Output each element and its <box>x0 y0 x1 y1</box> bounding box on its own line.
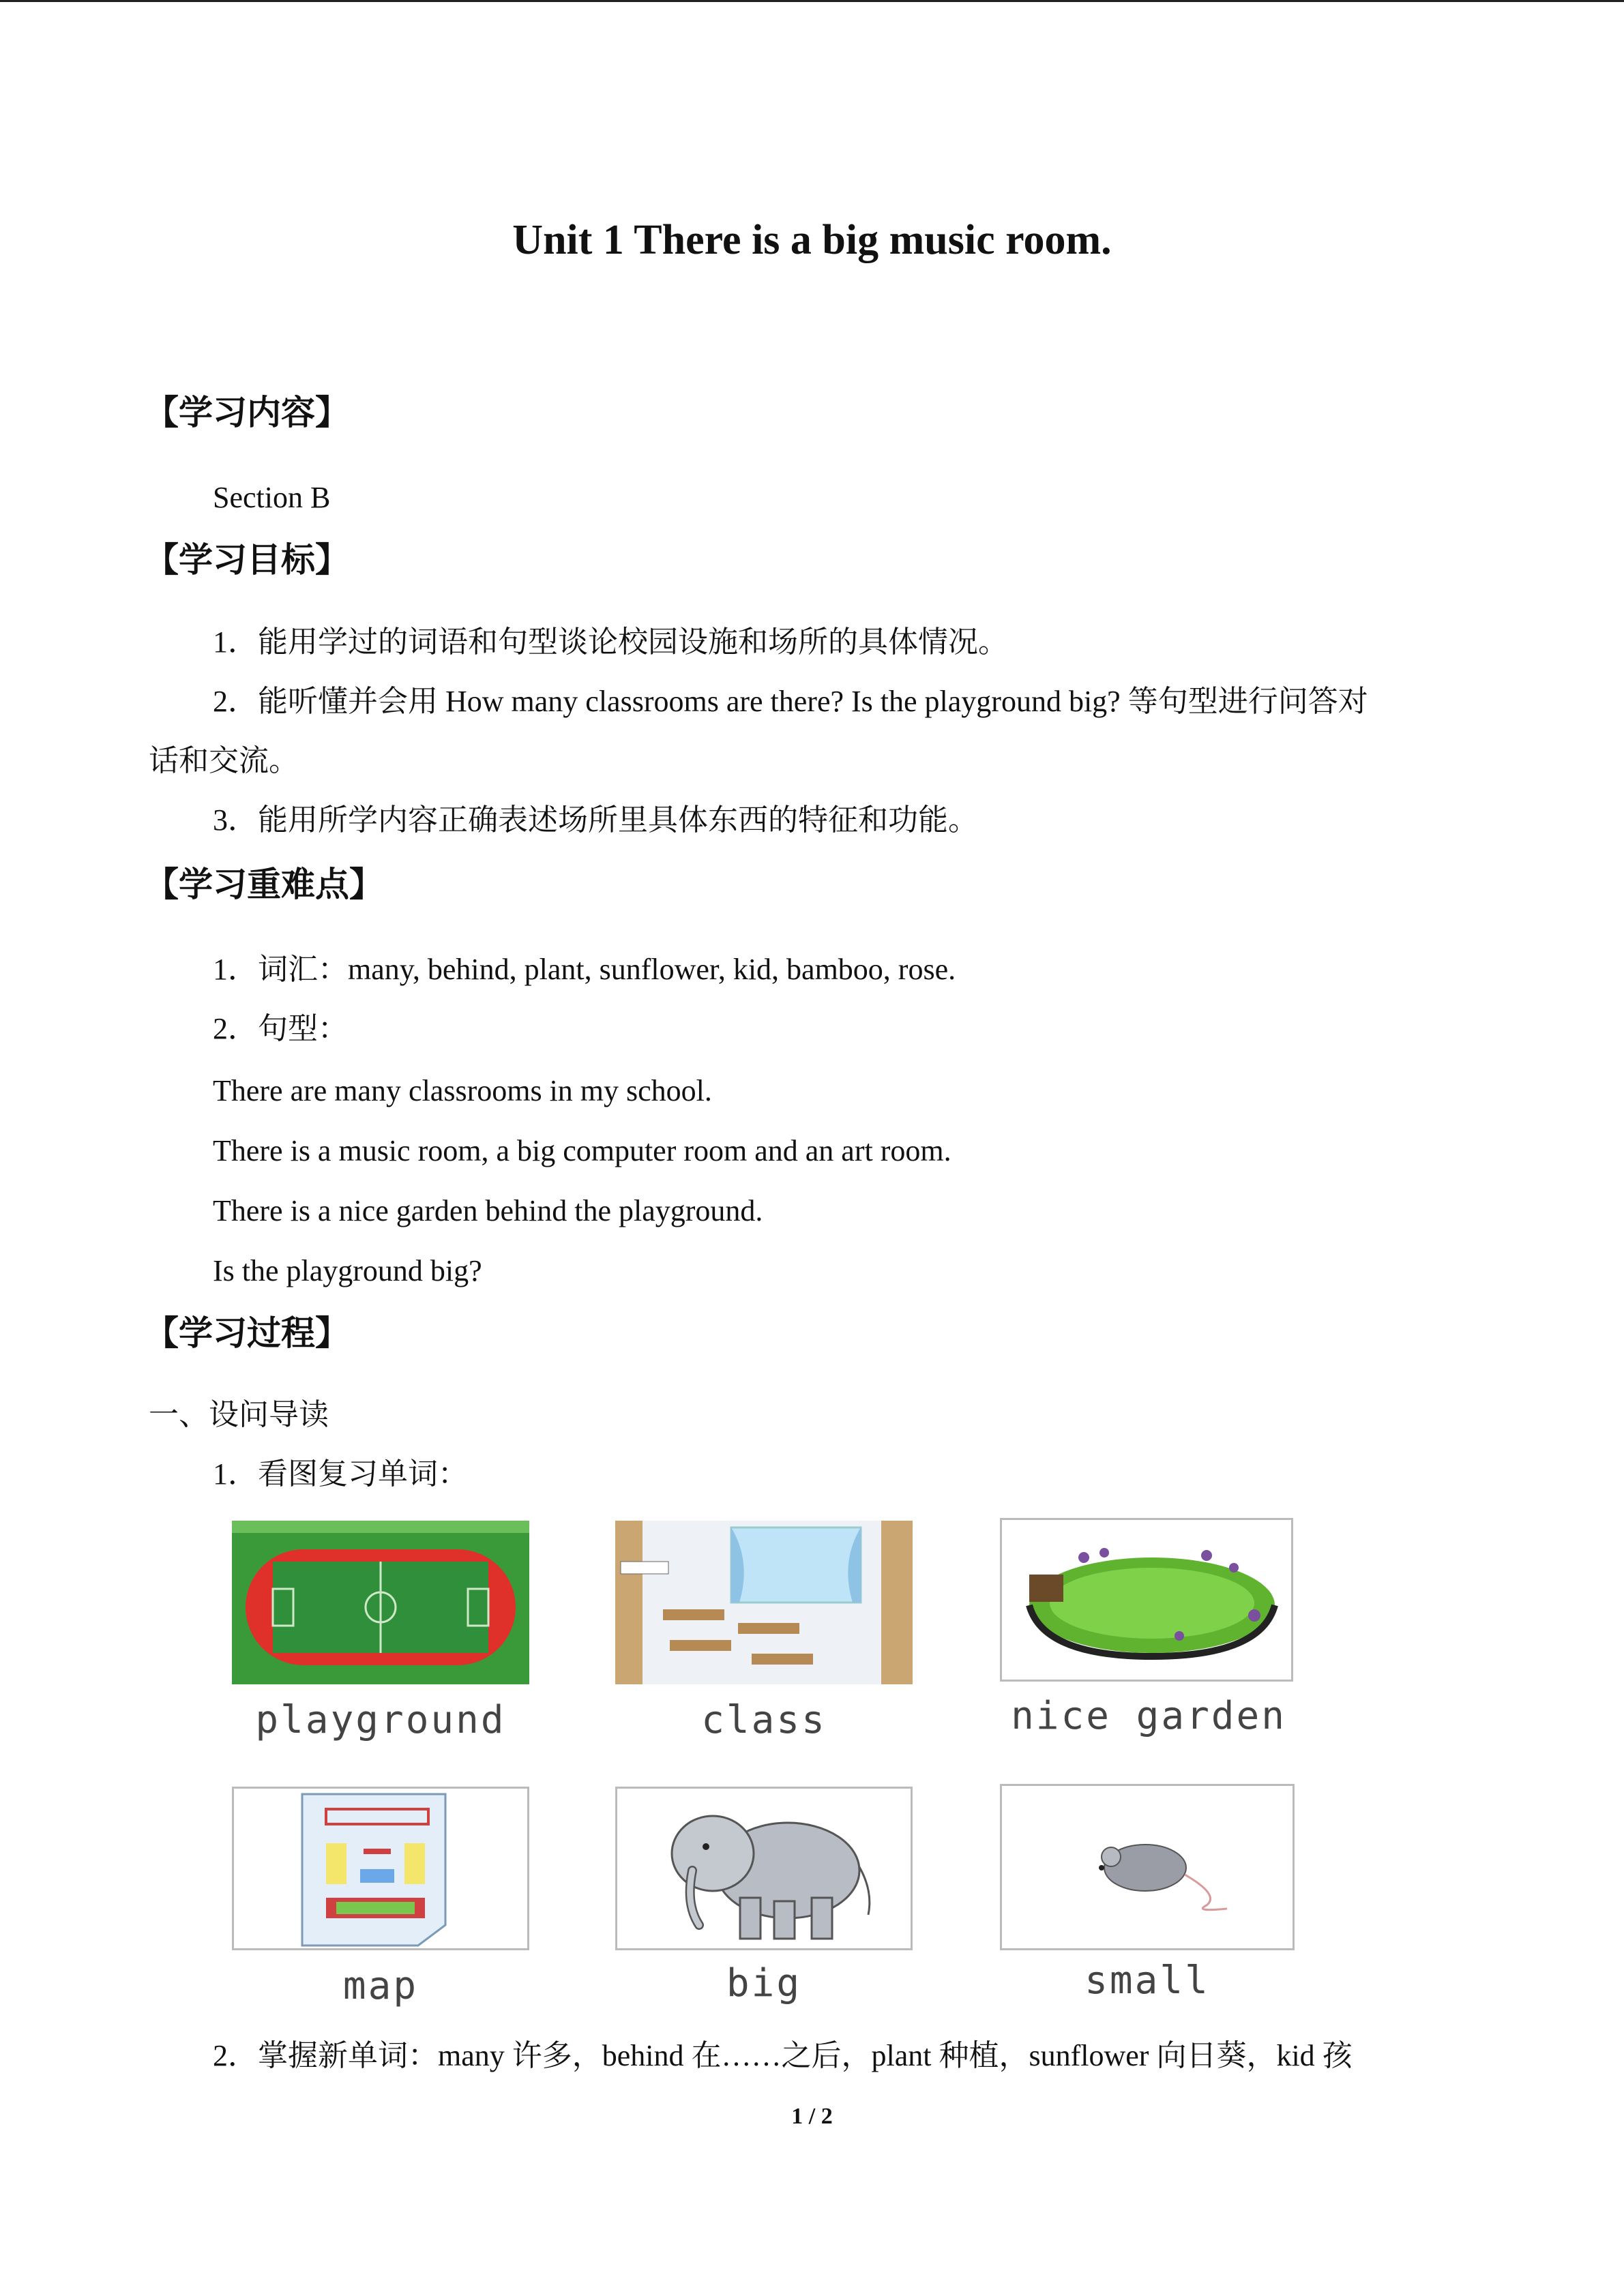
goal-line-1: 1．能用学过的词语和句型谈论校园设施和场所的具体情况。 <box>213 625 1008 659</box>
garden-picture <box>1000 1518 1293 1682</box>
pattern-3: There is a nice garden behind the playground. <box>213 1194 763 1227</box>
content-text: Section B <box>213 481 331 514</box>
playground-picture <box>232 1521 529 1684</box>
pattern-2: There is a music room, a big computer room and an art room. <box>213 1134 951 1167</box>
elephant-picture <box>615 1787 913 1950</box>
label-big: big <box>726 1961 802 2006</box>
heading-process: 【学习过程】 <box>145 1313 349 1353</box>
heading-learning-content: 【学习内容】 <box>145 393 349 432</box>
label-nice-garden: nice garden <box>1011 1694 1286 1738</box>
heading-learning-goals: 【学习目标】 <box>145 540 349 580</box>
label-map: map <box>342 1964 419 2008</box>
map-picture <box>232 1787 529 1950</box>
process-item-1: 1．看图复习单词： <box>213 1457 468 1491</box>
page-title: Unit 1 There is a big music room. <box>512 217 1112 263</box>
label-class: class <box>701 1698 827 1742</box>
process-subheading: 一、设问导读 <box>149 1398 329 1431</box>
heading-key-points: 【学习重难点】 <box>145 865 383 904</box>
key-vocab: 1．词汇：many, behind, plant, sunflower, kid, bamboo, rose. <box>213 953 956 986</box>
label-small: small <box>1084 1958 1210 2003</box>
page-top-border <box>0 0 1624 2</box>
page-number: 1 / 2 <box>791 2104 833 2129</box>
classroom-picture <box>615 1521 913 1684</box>
goal-line-3: 3．能用所学内容正确表述场所里具体东西的特征和功能。 <box>213 803 978 837</box>
key-pattern-label: 2．句型： <box>213 1012 348 1045</box>
process-item-2: 2．掌握新单词：many 许多，behind 在……之后，plant 种植，sunflower 向日葵，kid 孩 <box>213 2039 1353 2072</box>
pattern-4: Is the playground big? <box>213 1254 482 1287</box>
goal-line-2-cont: 话和交流。 <box>149 744 299 777</box>
pattern-1: There are many classrooms in my school. <box>213 1074 712 1107</box>
label-playground: playground <box>255 1698 506 1742</box>
mouse-picture <box>1000 1784 1295 1950</box>
goal-line-2: 2．能听懂并会用 How many classrooms are there? Is the playground big? 等句型进行问答对 <box>213 685 1368 718</box>
